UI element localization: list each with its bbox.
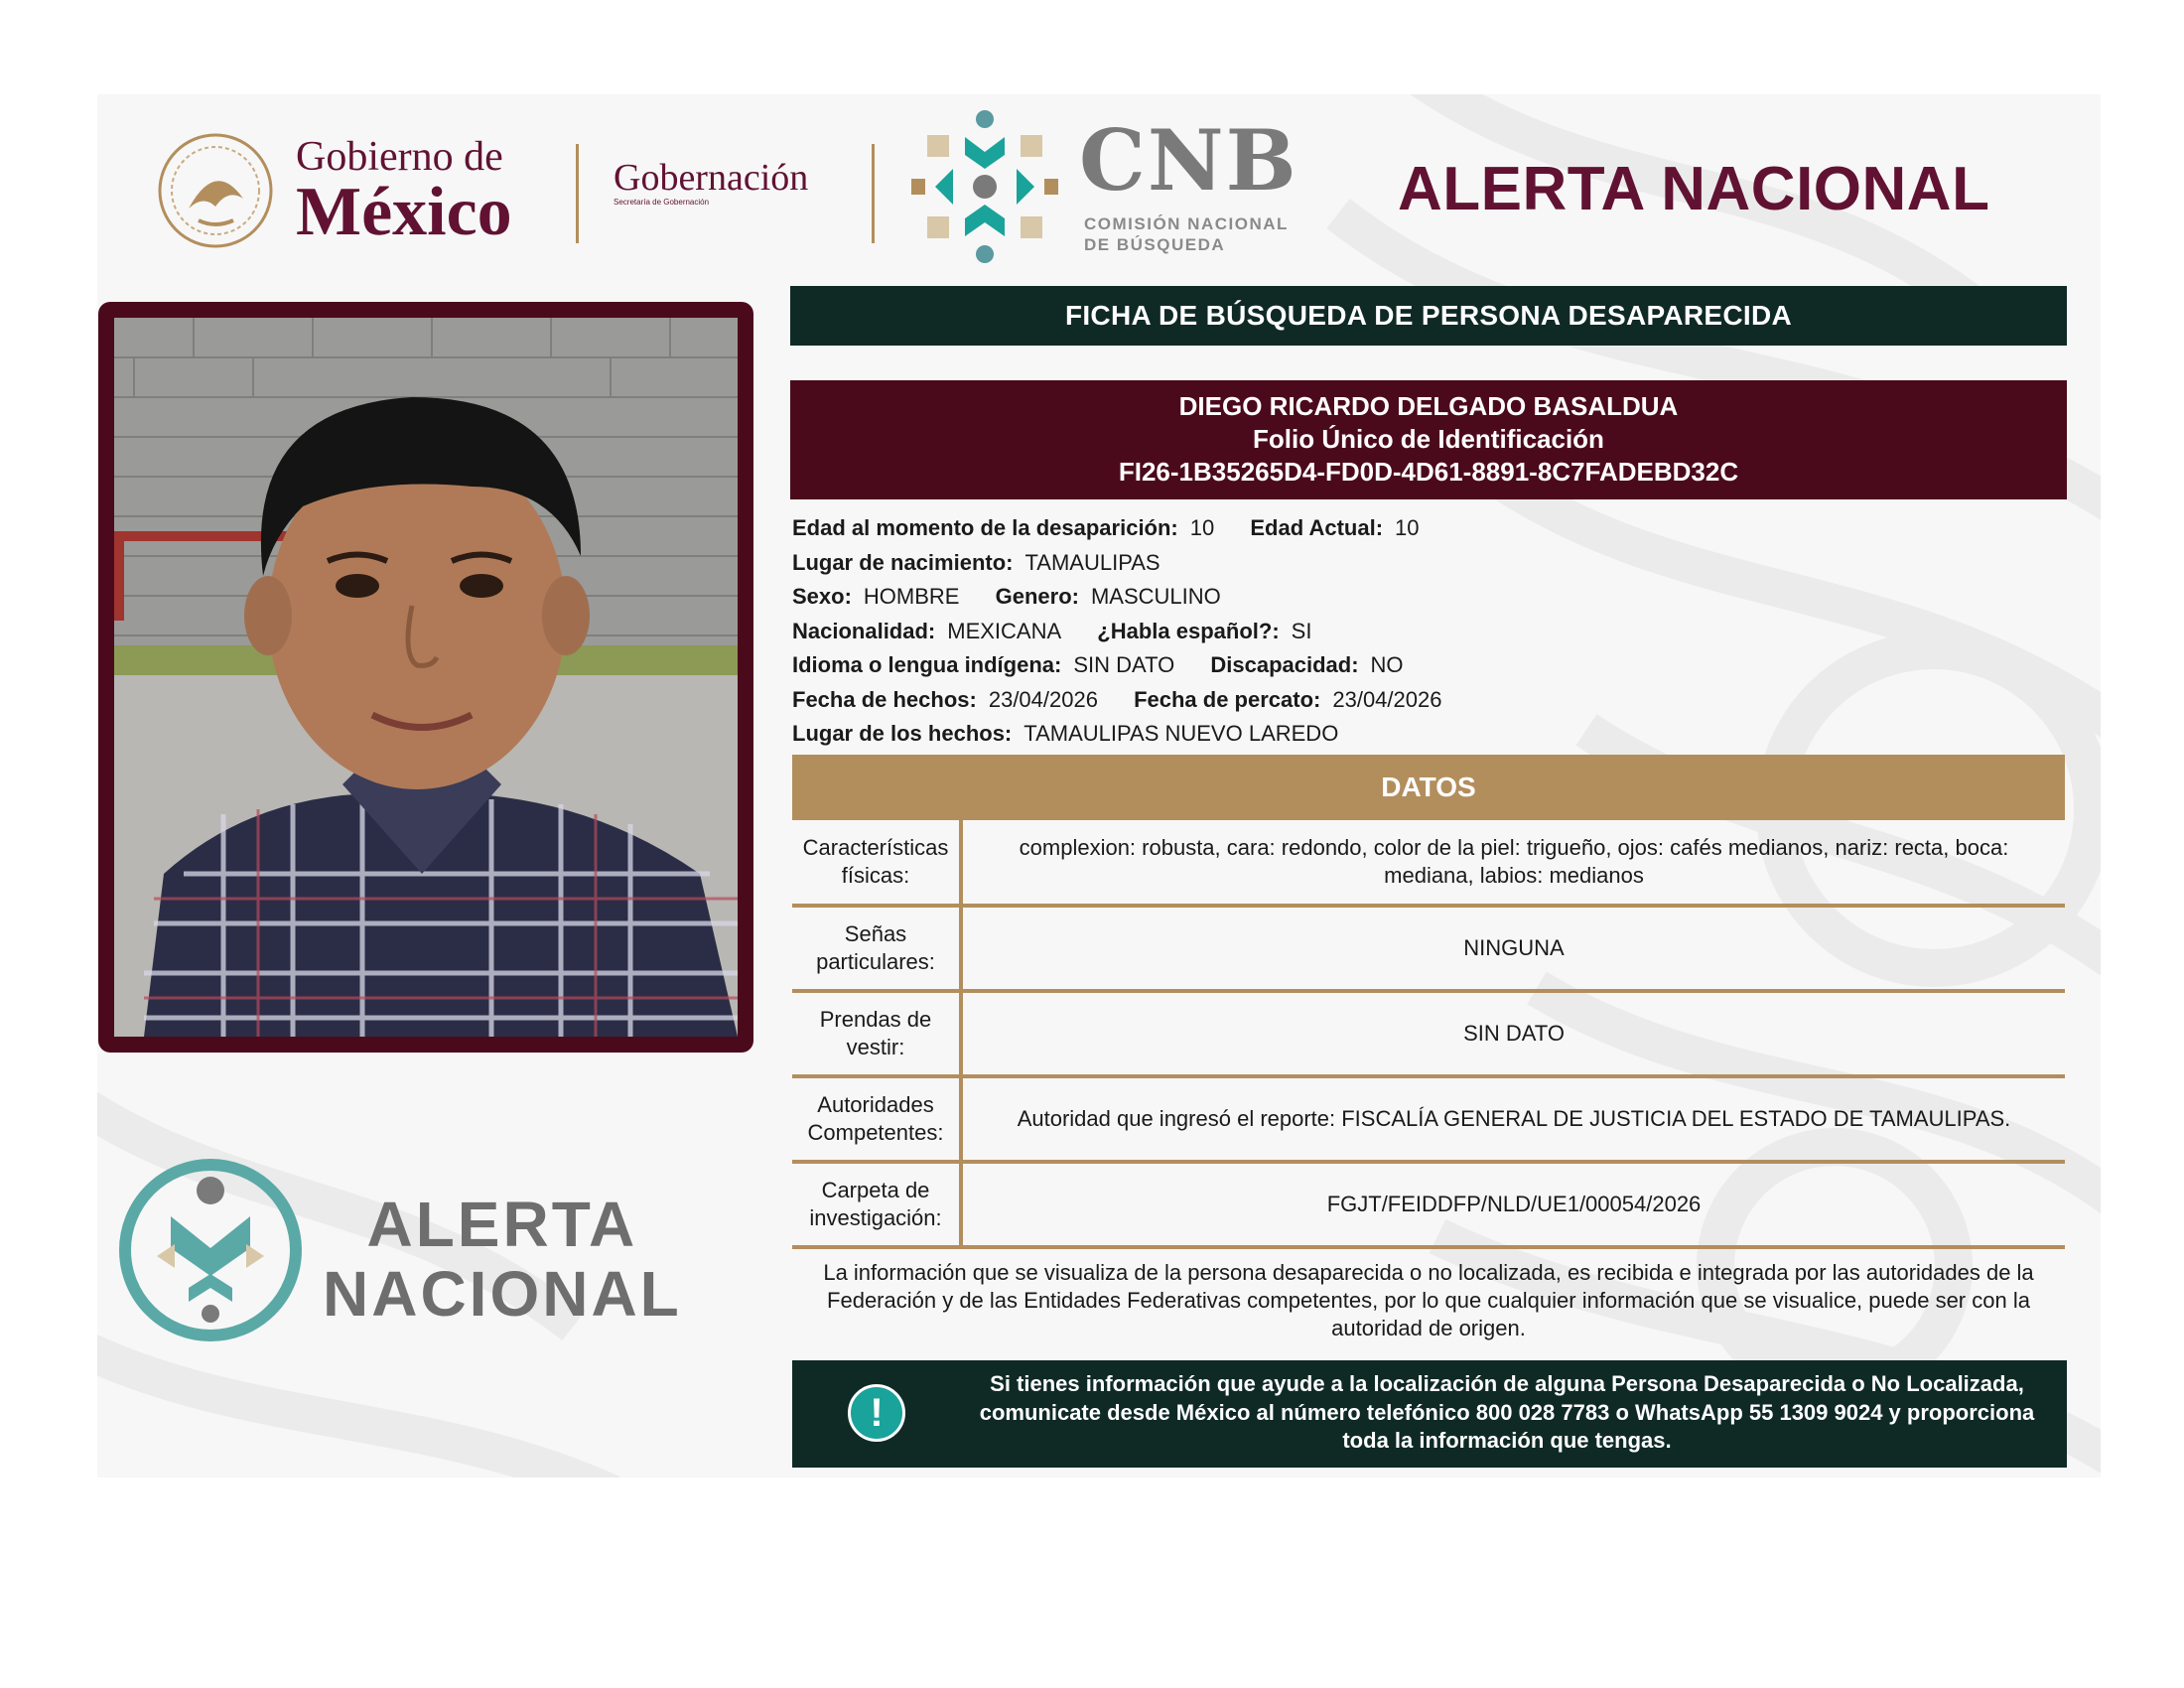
info-row	[792, 546, 2063, 581]
habla-espanol-value: SI	[1291, 618, 1312, 643]
photo-frame	[98, 302, 753, 1053]
genero-value: MASCULINO	[1090, 584, 1221, 609]
cnb-subtitle-line1: COMISIÓN NACIONAL	[1084, 214, 1289, 233]
prendas-label: Prendas de vestir:	[792, 991, 961, 1076]
fecha-percato-label: Fecha de percato:	[1134, 686, 1321, 712]
discapacidad-label: Discapacidad:	[1210, 652, 1359, 677]
info-row	[792, 683, 2063, 718]
alerta-nacional-emblem-icon	[117, 1157, 304, 1343]
lugar-nacimiento-value: TAMAULIPAS	[1024, 549, 1160, 575]
carpeta-value: FGJT/FEIDDFP/NLD/UE1/00054/2026	[961, 1162, 2065, 1247]
cnb-subtitle-line2: DE BÚSQUEDA	[1084, 235, 1226, 254]
alert-title: ALERTA NACIONAL	[1398, 155, 1990, 223]
cnb-subtitle	[1084, 213, 1289, 255]
edad-actual-label: Edad Actual:	[1250, 515, 1384, 540]
table-row	[792, 1076, 2065, 1162]
sexo-value: HOMBRE	[863, 584, 960, 609]
autoridades-label: Autoridades Competentes:	[792, 1076, 961, 1162]
info-row	[792, 580, 2063, 615]
senas-label: Señas particulares:	[792, 906, 961, 991]
alerta-logo-line2: NACIONAL	[323, 1258, 682, 1330]
gob-line2: México	[296, 174, 512, 250]
senas-value: NINGUNA	[961, 906, 2065, 991]
table-row	[792, 1162, 2065, 1247]
nacionalidad-value: MEXICANA	[947, 618, 1062, 643]
lugar-nacimiento-label: Lugar de nacimiento:	[792, 549, 1014, 575]
mexico-coat-of-arms-icon	[149, 129, 283, 253]
edad-actual-value: 10	[1395, 515, 1420, 540]
info-row	[792, 717, 2063, 752]
person-header	[790, 380, 2067, 499]
gobernacion-logo: Gobernación	[614, 157, 809, 199]
lugar-hechos-label: Lugar de los hechos:	[792, 721, 1013, 746]
cnb-emblem-icon	[905, 107, 1064, 266]
folio-label: Folio Único de Identificación	[1253, 424, 1604, 454]
table-row	[792, 906, 2065, 991]
alerta-logo-line1: ALERTA	[366, 1189, 638, 1260]
datos-header: DATOS	[792, 755, 2065, 820]
person-name: DIEGO RICARDO DELGADO BASALDUA	[1178, 391, 1679, 421]
fecha-hechos-label: Fecha de hechos:	[792, 686, 977, 712]
caracteristicas-label: Características físicas:	[792, 820, 961, 906]
sexo-label: Sexo:	[792, 584, 852, 609]
person-info	[792, 511, 2063, 752]
carpeta-label: Carpeta de investigación:	[792, 1162, 961, 1247]
caracteristicas-value: complexion: robusta, cara: redondo, color de la piel: trigueño, ojos: cafés medianos, nariz: recta, boca: mediana, labios: medianos	[961, 820, 2065, 906]
fecha-percato-value: 23/04/2026	[1332, 686, 1442, 712]
contact-text: Si tienes información que ayude a la localización de alguna Persona Desaparecida o No Localizada, comunicate desde México al número telefónico 800 028 7783 o WhatsApp 55 1309 9024 y proporciona toda la información que tengas.	[979, 1371, 2035, 1453]
separator	[576, 144, 579, 243]
contact-banner	[792, 1360, 2067, 1468]
prendas-value: SIN DATO	[961, 991, 2065, 1076]
disclaimer-text: La información que se visualiza de la persona desaparecida o no localizada, es recibida e integrada por las autoridades de la Federación y de las Entidades Federativas competentes, por lo que cualquier información que se visualice, puede ser con la autoridad de origen.	[823, 1260, 2034, 1340]
cnb-logo-text: CNB	[1079, 111, 1298, 210]
nacionalidad-label: Nacionalidad:	[792, 618, 936, 643]
info-row	[792, 511, 2063, 546]
gobernacion-subtitle: Secretaría de Gobernación	[614, 198, 710, 207]
genero-label: Genero:	[995, 584, 1079, 609]
table-row	[792, 820, 2065, 906]
table-row	[792, 991, 2065, 1076]
separator	[872, 144, 875, 243]
lugar-hechos-value: TAMAULIPAS NUEVO LAREDO	[1024, 721, 1339, 746]
edad-desaparicion-label: Edad al momento de la desaparición:	[792, 515, 1178, 540]
gobierno-de-mexico-logo	[296, 134, 584, 250]
idioma-value: SIN DATO	[1073, 652, 1175, 677]
ficha-title-bar: FICHA DE BÚSQUEDA DE PERSONA DESAPARECIDA	[790, 286, 2067, 346]
folio-value: FI26-1B35265D4-FD0D-4D61-8891-8C7FADEBD32C	[1118, 457, 1739, 487]
discapacidad-value: NO	[1370, 652, 1404, 677]
datos-table	[792, 820, 2065, 1249]
gob-line1: Gobierno de	[296, 134, 503, 180]
info-row	[792, 648, 2063, 683]
missing-person-photo	[114, 318, 738, 1037]
idioma-label: Idioma o lengua indígena:	[792, 652, 1062, 677]
alerta-nacional-logo-text	[323, 1190, 682, 1329]
info-row	[792, 615, 2063, 649]
habla-espanol-label: ¿Habla español?:	[1097, 618, 1280, 643]
autoridades-value: Autoridad que ingresó el reporte: FISCALÍA GENERAL DE JUSTICIA DEL ESTADO DE TAMAULIPAS.	[961, 1076, 2065, 1162]
exclamation-icon: !	[848, 1384, 905, 1442]
edad-desaparicion-value: 10	[1189, 515, 1215, 540]
fecha-hechos-value: 23/04/2026	[988, 686, 1098, 712]
